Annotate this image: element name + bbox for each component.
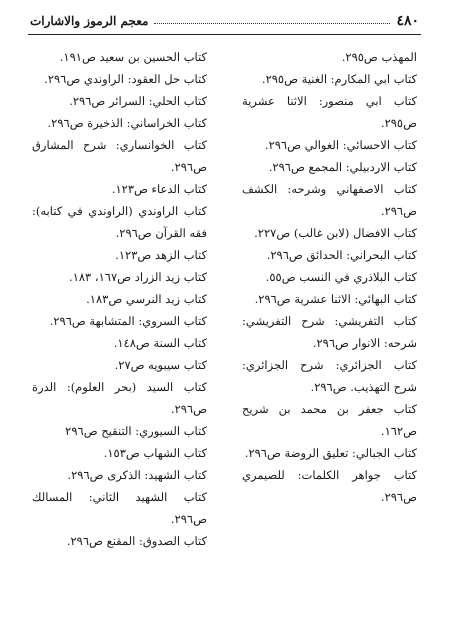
index-entry: كتاب الخراساني: الذخيرة ص٢٩٦. (47, 116, 207, 130)
index-entry: كتاب زيد الزراد ص١٦٧، ١٨٣. (69, 270, 207, 284)
index-entry: كتاب ابي المكارم: الغنية ص٢٩٥. (261, 72, 417, 86)
page-number: ٤٨٠ (396, 13, 419, 29)
index-entry: كتاب زيد النرسي ص١٨٣. (86, 292, 207, 306)
index-entry: كتاب الدعاء ص١٢٣. (111, 182, 207, 196)
index-entry: كتاب ابي منصور: الاثنا عشرية ص٢٩٥. (242, 94, 417, 130)
index-entry: كتاب جعفر بن محمد بن شريح ص١٦٢. (242, 402, 417, 438)
index-entry: كتاب السروي: المتشابهة ص٢٩٦. (49, 314, 207, 328)
index-entry: كتاب سيبويه ص٢٧. (114, 358, 207, 372)
index-entry: كتاب الافضال (لابن غالب) ص٢٢٧. (254, 226, 417, 240)
index-entry: كتاب جواهر الكلمات: للصيمري ص٢٩٦. (242, 468, 417, 504)
index-column-left (32, 46, 207, 552)
index-entry: كتاب السيوري: التنقيح ص٢٩٦ (65, 424, 207, 438)
index-entry: كتاب حل العقود: الراوندي ص٢٩٦. (44, 72, 207, 86)
index-entry: كتاب الجزائري: شرح الجزائري: شرح التهذيب. ص٢٩٦. (242, 358, 417, 394)
index-entry: كتاب الزهد ص١٢٣. (115, 248, 207, 262)
index-column-right (242, 46, 417, 508)
index-entry: كتاب البلاذري في النسب ص٥٥. (265, 270, 417, 284)
index-entry: كتاب التفريشي: شرح التفريشي: شرحه: الانوار ص٢٩٦. (242, 314, 417, 350)
index-entry: كتاب الخوانساري: شرح المشارق ص٢٩٦. (32, 138, 207, 174)
header-dotted-leader (154, 22, 390, 24)
index-entry: كتاب الاردبيلي: المجمع ص٢٩٦. (268, 160, 417, 174)
index-entry: كتاب الشهيد: الذكرى ص٢٩٦. (67, 468, 207, 482)
index-entry: كتاب الصدوق: المقنع ص٢٩٦. (66, 534, 207, 548)
index-entry: كتاب الاحسائي: الغوالي ص٢٩٦. (264, 138, 417, 152)
page-header (30, 10, 419, 32)
running-title: معجم الرموز والاشارات (30, 14, 149, 28)
index-entry: المهذب ص٢٩٥. (341, 50, 417, 64)
index-entry: كتاب الجبالي: تعليق الروضة ص٢٩٦. (244, 446, 417, 460)
index-entry: كتاب الراوندي (الراوندي في كتابه): فقه القرآن ص٢٩٦. (32, 204, 207, 240)
header-rule (28, 34, 421, 35)
index-entry: كتاب السنة ص١٤٨. (113, 336, 207, 350)
index-entry: كتاب البهائي: الاثنا عشرية ص٢٩٦. (254, 292, 417, 306)
index-entry: كتاب الشهاب ص١٥٣. (103, 446, 207, 460)
index-entry: كتاب الحسين بن سعيد ص١٩١. (59, 50, 207, 64)
index-entry: كتاب البحراني: الحدائق ص٢٩٦. (266, 248, 417, 262)
index-entry: كتاب الاصفهاني وشرحه: الكشف ص٢٩٦. (242, 182, 417, 218)
index-entry: كتاب الشهيد الثاني: المسالك ص٢٩٦. (32, 490, 207, 526)
index-entry: كتاب الحلي: السرائر ص٢٩٦. (69, 94, 207, 108)
index-entry: كتاب السيد (بحر العلوم): الدرة ص٢٩٦. (32, 380, 207, 416)
